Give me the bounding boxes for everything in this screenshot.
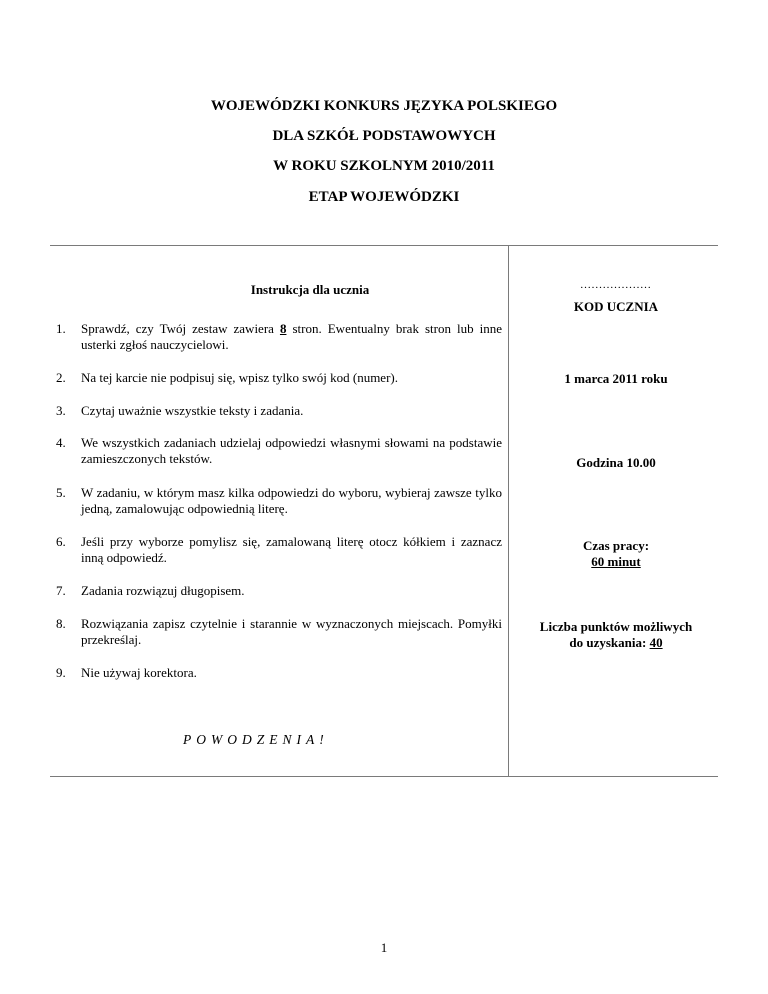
exam-duration [514, 538, 718, 570]
points-pre: do uzyskania: [569, 635, 650, 650]
student-code-box [514, 277, 718, 315]
instructions-heading: Instrukcja dla ucznia [250, 282, 370, 297]
duration-label: Czas pracy: [582, 538, 650, 553]
title-line-4: ETAP WOJEWÓDZKI [308, 189, 460, 205]
good-luck-text: POWODZENIA! [183, 732, 329, 747]
points-value: 40 [649, 635, 663, 650]
table-top-rule [50, 245, 718, 246]
title-line-1: WOJEWÓDZKI KONKURS JĘZYKA POLSKIEGO [210, 98, 558, 114]
table-divider [508, 245, 509, 777]
student-code-dots: ................... [580, 279, 652, 291]
points-label: Liczba punktów możliwych [539, 619, 693, 634]
title-line-3: W ROKU SZKOLNYM 2010/2011 [273, 158, 495, 174]
table-bottom-rule [50, 776, 718, 777]
title-line-2: DLA SZKÓŁ PODSTAWOWYCH [272, 128, 496, 144]
exam-date: 1 marca 2011 roku [564, 371, 668, 386]
exam-time: Godzina 10.00 [576, 455, 656, 470]
max-points [514, 619, 718, 651]
duration-value: 60 minut [591, 554, 641, 569]
page-number: 1 [380, 940, 388, 955]
student-code-label: KOD UCZNIA [573, 299, 659, 314]
